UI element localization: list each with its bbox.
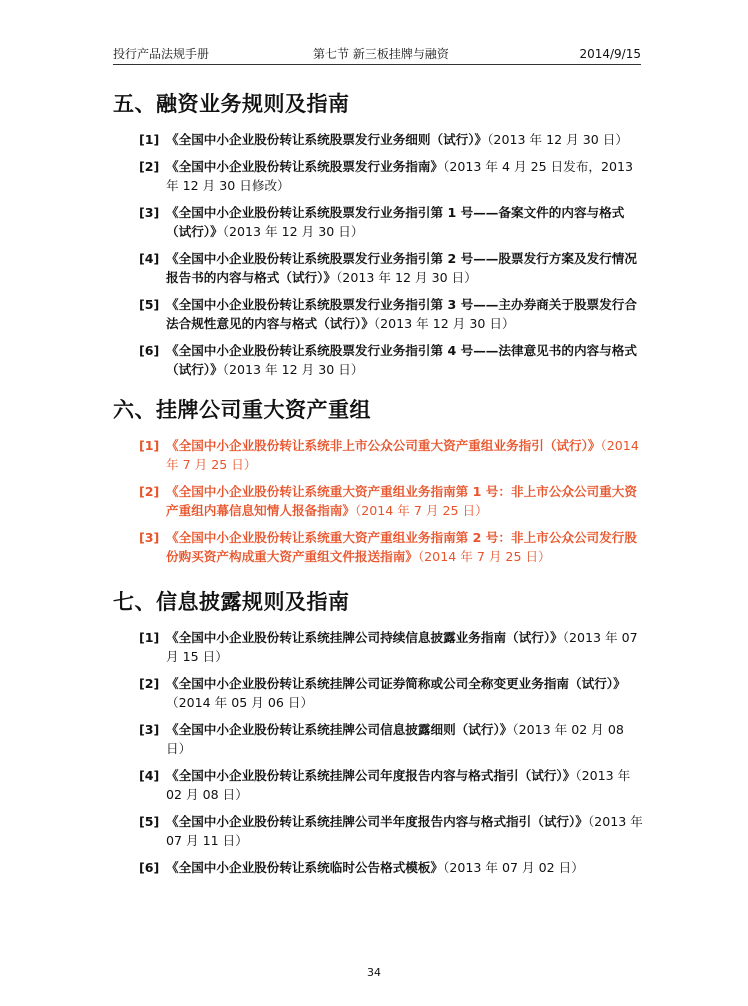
reference-item	[113, 628, 644, 666]
reference-number: [6]	[139, 860, 160, 875]
reference-date: （2013 年 4 月 25 日发布，2013 年 12 月 30 日修改）	[166, 159, 634, 193]
reference-title: 《全国中小企业股份转让系统股票发行业务指引第 2 号——股票发行方案及发行情况报告书的内容与格式（试行）》	[166, 251, 637, 285]
section-financing-rules	[113, 92, 653, 387]
reference-title: 《全国中小企业股份转让系统挂牌公司半年度报告内容与格式指引（试行）》	[166, 814, 588, 829]
reference-number: [2]	[139, 159, 160, 174]
reference-date: （2013 年 02 月 08 日）	[166, 768, 631, 802]
reference-title: 《全国中小企业股份转让系统非上市公众公司重大资产重组业务指引（试行）》	[166, 438, 601, 453]
reference-list	[113, 130, 653, 379]
reference-item	[113, 766, 644, 804]
reference-item	[113, 482, 644, 520]
reference-title: 《全国中小企业股份转让系统挂牌公司证券简称或公司全称变更业务指南（试行）》	[166, 676, 626, 691]
reference-item	[113, 436, 644, 474]
reference-date: （2013 年 12 月 30 日）	[487, 132, 628, 147]
reference-number: [3]	[139, 722, 160, 737]
reference-number: [5]	[139, 814, 160, 829]
reference-date: （2013 年 12 月 30 日）	[222, 362, 364, 377]
header-section-title: 第七节 新三板挂牌与融资	[313, 47, 449, 61]
reference-number: [1]	[139, 132, 160, 147]
reference-item	[113, 157, 644, 195]
reference-list	[113, 436, 653, 566]
reference-number: [3]	[139, 205, 160, 220]
reference-date: （2014 年 05 月 06 日）	[166, 695, 314, 710]
reference-title: 《全国中小企业股份转让系统挂牌公司持续信息披露业务指南（试行）》	[166, 630, 563, 645]
reference-date: （2013 年 02 月 08 日）	[166, 722, 624, 756]
section-heading: 六、挂牌公司重大资产重组	[113, 398, 371, 422]
reference-date: （2013 年 07 月 11 日）	[166, 814, 643, 848]
reference-item	[113, 203, 644, 241]
reference-title: 《全国中小企业股份转让系统股票发行业务指南》	[166, 159, 444, 174]
reference-list	[113, 628, 653, 877]
reference-item	[113, 528, 644, 566]
page-number: 34	[367, 966, 381, 979]
reference-title: 《全国中小企业股份转让系统重大资产重组业务指南第 1 号：非上市公众公司重大资产重组内幕信息知情人报备指南》	[166, 484, 637, 518]
reference-item	[113, 249, 644, 287]
reference-number: [5]	[139, 297, 160, 312]
reference-title: 《全国中小企业股份转让系统股票发行业务指引第 4 号——法律意见书的内容与格式（试行）》	[166, 343, 637, 377]
reference-date: （2014 年 7 月 25 日）	[166, 438, 639, 472]
reference-number: [1]	[139, 630, 160, 645]
reference-date: （2014 年 7 月 25 日）	[354, 503, 488, 518]
reference-date: （2013 年 12 月 30 日）	[336, 270, 477, 285]
header-doc-title: 投行产品法规手册	[113, 47, 210, 61]
section-heading: 五、融资业务规则及指南	[113, 92, 350, 116]
reference-date: （2013 年 12 月 30 日）	[222, 224, 364, 239]
section-disclosure-rules	[113, 590, 653, 885]
page-header	[113, 44, 641, 65]
reference-title: 《全国中小企业股份转让系统挂牌公司信息披露细则（试行）》	[166, 722, 513, 737]
reference-date: （2014 年 7 月 25 日）	[417, 549, 551, 564]
reference-item	[113, 295, 644, 333]
reference-item	[113, 858, 644, 877]
reference-number: [6]	[139, 343, 160, 358]
reference-item	[113, 341, 644, 379]
reference-date: （2013 年 07 月 15 日）	[166, 630, 638, 664]
reference-number: [1]	[139, 438, 160, 453]
reference-item	[113, 130, 644, 149]
reference-number: [4]	[139, 768, 160, 783]
reference-number: [2]	[139, 484, 160, 499]
reference-item	[113, 812, 644, 850]
reference-number: [3]	[139, 530, 160, 545]
reference-title: 《全国中小企业股份转让系统股票发行业务指引第 1 号——备案文件的内容与格式（试行）》	[166, 205, 625, 239]
reference-title: 《全国中小企业股份转让系统股票发行业务细则（试行）》	[166, 132, 488, 147]
section-asset-restructuring	[113, 398, 653, 574]
reference-date: （2013 年 07 月 02 日）	[443, 860, 584, 875]
reference-item	[113, 720, 644, 758]
reference-title: 《全国中小企业股份转让系统股票发行业务指引第 3 号——主办券商关于股票发行合法合规性意见的内容与格式（试行）》	[166, 297, 637, 331]
reference-title: 《全国中小企业股份转让系统重大资产重组业务指南第 2 号：非上市公众公司发行股份购买资产构成重大资产重组文件报送指南》	[166, 530, 637, 564]
header-date: 2014/9/15	[579, 47, 641, 61]
reference-date: （2013 年 12 月 30 日）	[373, 316, 515, 331]
reference-number: [4]	[139, 251, 160, 266]
section-heading: 七、信息披露规则及指南	[113, 590, 350, 614]
reference-title: 《全国中小企业股份转让系统挂牌公司年度报告内容与格式指引（试行）》	[166, 768, 576, 783]
reference-number: [2]	[139, 676, 160, 691]
reference-title: 《全国中小企业股份转让系统临时公告格式模板》	[166, 860, 444, 875]
reference-item	[113, 674, 644, 712]
